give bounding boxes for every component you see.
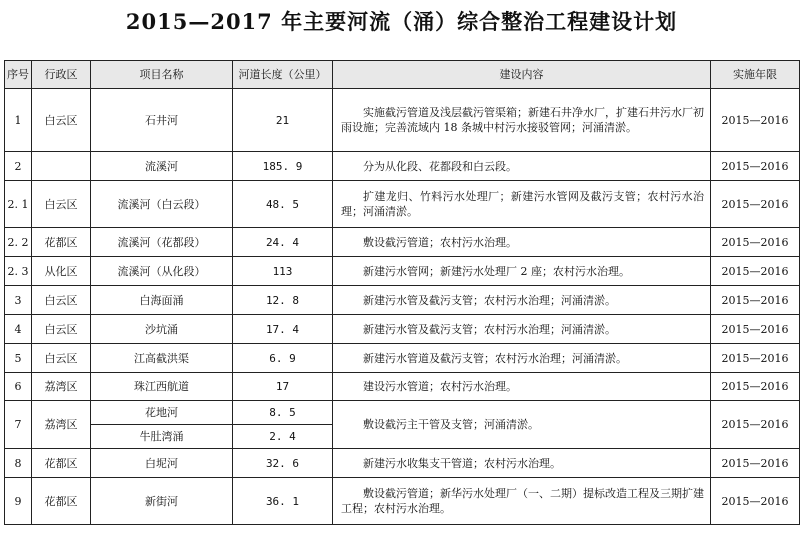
cell-years: 2015—2016	[711, 344, 800, 373]
cell-name: 江高截洪渠	[91, 344, 233, 373]
cell-name: 石井河	[91, 89, 233, 152]
header-no: 序号	[5, 61, 32, 89]
cell-years: 2015—2016	[711, 449, 800, 478]
page-title: 2015—2017 年主要河流（涌）综合整治工程建设计划	[125, 9, 678, 34]
table-row	[5, 478, 800, 525]
cell-years: 2015—2016	[711, 286, 800, 315]
table-row	[5, 315, 800, 344]
header-content: 建设内容	[333, 61, 711, 89]
cell-no: 2. 3	[5, 257, 32, 286]
cell-content: 敷设截污管道；新华污水处理厂（一、二期）提标改造工程及三期扩建工程；农村污水治理。	[333, 478, 711, 525]
cell-no: 2. 2	[5, 228, 32, 257]
cell-content: 建设污水管道；农村污水治理。	[333, 373, 711, 401]
cell-content: 新建污水管及截污支管；农村污水治理；河涌清淤。	[333, 315, 711, 344]
project-table	[4, 60, 800, 525]
cell-years: 2015—2016	[711, 373, 800, 401]
cell-length: 21	[233, 89, 333, 152]
cell-no: 6	[5, 373, 32, 401]
cell-length: 6. 9	[233, 344, 333, 373]
cell-district: 荔湾区	[32, 401, 91, 449]
header-years: 实施年限	[711, 61, 800, 89]
cell-name: 珠江西航道	[91, 373, 233, 401]
cell-name: 沙坑涌	[91, 315, 233, 344]
cell-content: 新建污水管网；新建污水处理厂 2 座；农村污水治理。	[333, 257, 711, 286]
table-row	[5, 181, 800, 228]
cell-district: 花都区	[32, 228, 91, 257]
table-row	[5, 373, 800, 401]
cell-district	[32, 152, 91, 181]
cell-years: 2015—2016	[711, 89, 800, 152]
cell-no: 1	[5, 89, 32, 152]
cell-content: 新建污水管道及截污支管；农村污水治理；河涌清淤。	[333, 344, 711, 373]
cell-name: 花地河	[91, 401, 233, 425]
cell-no: 2	[5, 152, 32, 181]
table-row	[5, 449, 800, 478]
cell-length: 8. 5	[233, 401, 333, 425]
cell-district: 白云区	[32, 286, 91, 315]
cell-district: 花都区	[32, 478, 91, 525]
cell-content: 分为从化段、花都段和白云段。	[333, 152, 711, 181]
cell-district: 从化区	[32, 257, 91, 286]
cell-district: 白云区	[32, 181, 91, 228]
cell-content: 实施截污管道及浅层截污管渠箱；新建石井净水厂，扩建石井污水厂初雨设施；完善流域内 18 条城中村污水接驳管网；河涌清淤。	[333, 89, 711, 152]
cell-length: 48. 5	[233, 181, 333, 228]
cell-years: 2015—2016	[711, 478, 800, 525]
header-length: 河道长度（公里）	[233, 61, 333, 89]
cell-years: 2015—2016	[711, 228, 800, 257]
table-header-row	[5, 61, 800, 89]
cell-no: 3	[5, 286, 32, 315]
cell-no: 2. 1	[5, 181, 32, 228]
cell-no: 5	[5, 344, 32, 373]
cell-no: 7	[5, 401, 32, 449]
cell-years: 2015—2016	[711, 315, 800, 344]
cell-district: 花都区	[32, 449, 91, 478]
cell-district: 白云区	[32, 344, 91, 373]
cell-years: 2015—2016	[711, 181, 800, 228]
table-row	[5, 152, 800, 181]
cell-name: 牛肚湾涌	[91, 425, 233, 449]
table-row	[5, 257, 800, 286]
cell-years: 2015—2016	[711, 152, 800, 181]
cell-length: 185. 9	[233, 152, 333, 181]
cell-district: 白云区	[32, 89, 91, 152]
cell-length: 17	[233, 373, 333, 401]
cell-years: 2015—2016	[711, 401, 800, 449]
table-row	[5, 286, 800, 315]
cell-length: 32. 6	[233, 449, 333, 478]
cell-name: 流溪河（白云段）	[91, 181, 233, 228]
cell-name: 新街河	[91, 478, 233, 525]
cell-length: 36. 1	[233, 478, 333, 525]
table-row	[5, 228, 800, 257]
cell-name: 流溪河	[91, 152, 233, 181]
cell-no: 8	[5, 449, 32, 478]
cell-length: 17. 4	[233, 315, 333, 344]
cell-name: 白海面涌	[91, 286, 233, 315]
cell-content: 新建污水收集支干管道；农村污水治理。	[333, 449, 711, 478]
cell-length: 113	[233, 257, 333, 286]
cell-years: 2015—2016	[711, 257, 800, 286]
table-row	[5, 401, 800, 425]
cell-no: 4	[5, 315, 32, 344]
header-name: 项目名称	[91, 61, 233, 89]
cell-name: 流溪河（从化段）	[91, 257, 233, 286]
table-row	[5, 344, 800, 373]
table-row	[5, 89, 800, 152]
cell-district: 白云区	[32, 315, 91, 344]
cell-content: 扩建龙归、竹料污水处理厂；新建污水管网及截污支管；农村污水治理；河涌清淤。	[333, 181, 711, 228]
cell-district: 荔湾区	[32, 373, 91, 401]
cell-length: 24. 4	[233, 228, 333, 257]
header-district: 行政区	[32, 61, 91, 89]
cell-content: 敷设截污管道；农村污水治理。	[333, 228, 711, 257]
cell-name: 流溪河（花都段）	[91, 228, 233, 257]
cell-length: 2. 4	[233, 425, 333, 449]
cell-content: 新建污水管及截污支管；农村污水治理；河涌清淤。	[333, 286, 711, 315]
cell-name: 白坭河	[91, 449, 233, 478]
cell-content: 敷设截污主干管及支管；河涌清淤。	[333, 401, 711, 449]
cell-length: 12. 8	[233, 286, 333, 315]
cell-no: 9	[5, 478, 32, 525]
